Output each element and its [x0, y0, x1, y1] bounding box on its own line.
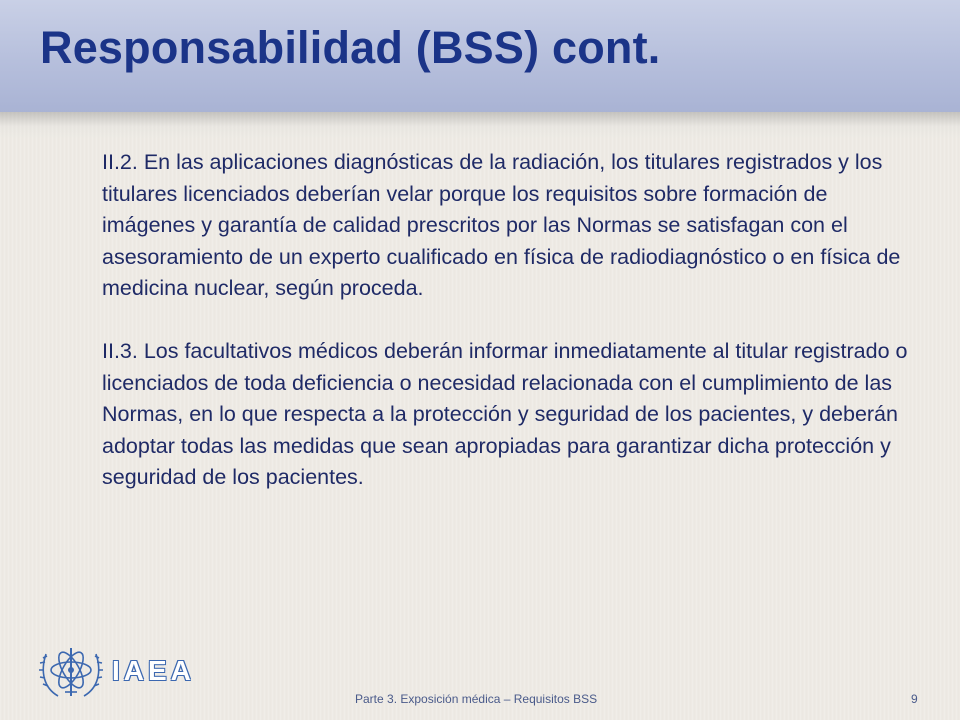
slide-title: Responsabilidad (BSS) cont. [40, 22, 661, 73]
page-number: 9 [911, 692, 918, 706]
iaea-emblem-icon [36, 636, 106, 706]
paragraph-ii-2: II.2. En las aplicaciones diagnósticas de la radiación, los titulares registrados y los titulares licenciados deberían velar porque los requisitos sobre formación de imágenes y garantía de calidad prescritos por las Normas se satisfagan con el asesoramiento de un experto cualificado en física de radiodiagnóstico o en física de medicina nuclear, según proceda. [102, 150, 901, 300]
slide-body [102, 147, 922, 494]
iaea-logotype: IAEA [112, 655, 195, 686]
title-band-shadow [0, 112, 960, 138]
footer-text: Parte 3. Exposición médica – Requisitos BSS [355, 692, 598, 706]
paragraph-ii-3: II.3. Los facultativos médicos deberán informar inmediatamente al titular registrado o licenciados de toda deficiencia o necesidad relacionada con el cumplimiento de las Normas, en lo que respecta a la protección y seguridad de los pacientes, y deberán adoptar todas las medidas que sean apropiadas para garantizar dicha protección y seguridad de los pacientes. [102, 339, 908, 489]
